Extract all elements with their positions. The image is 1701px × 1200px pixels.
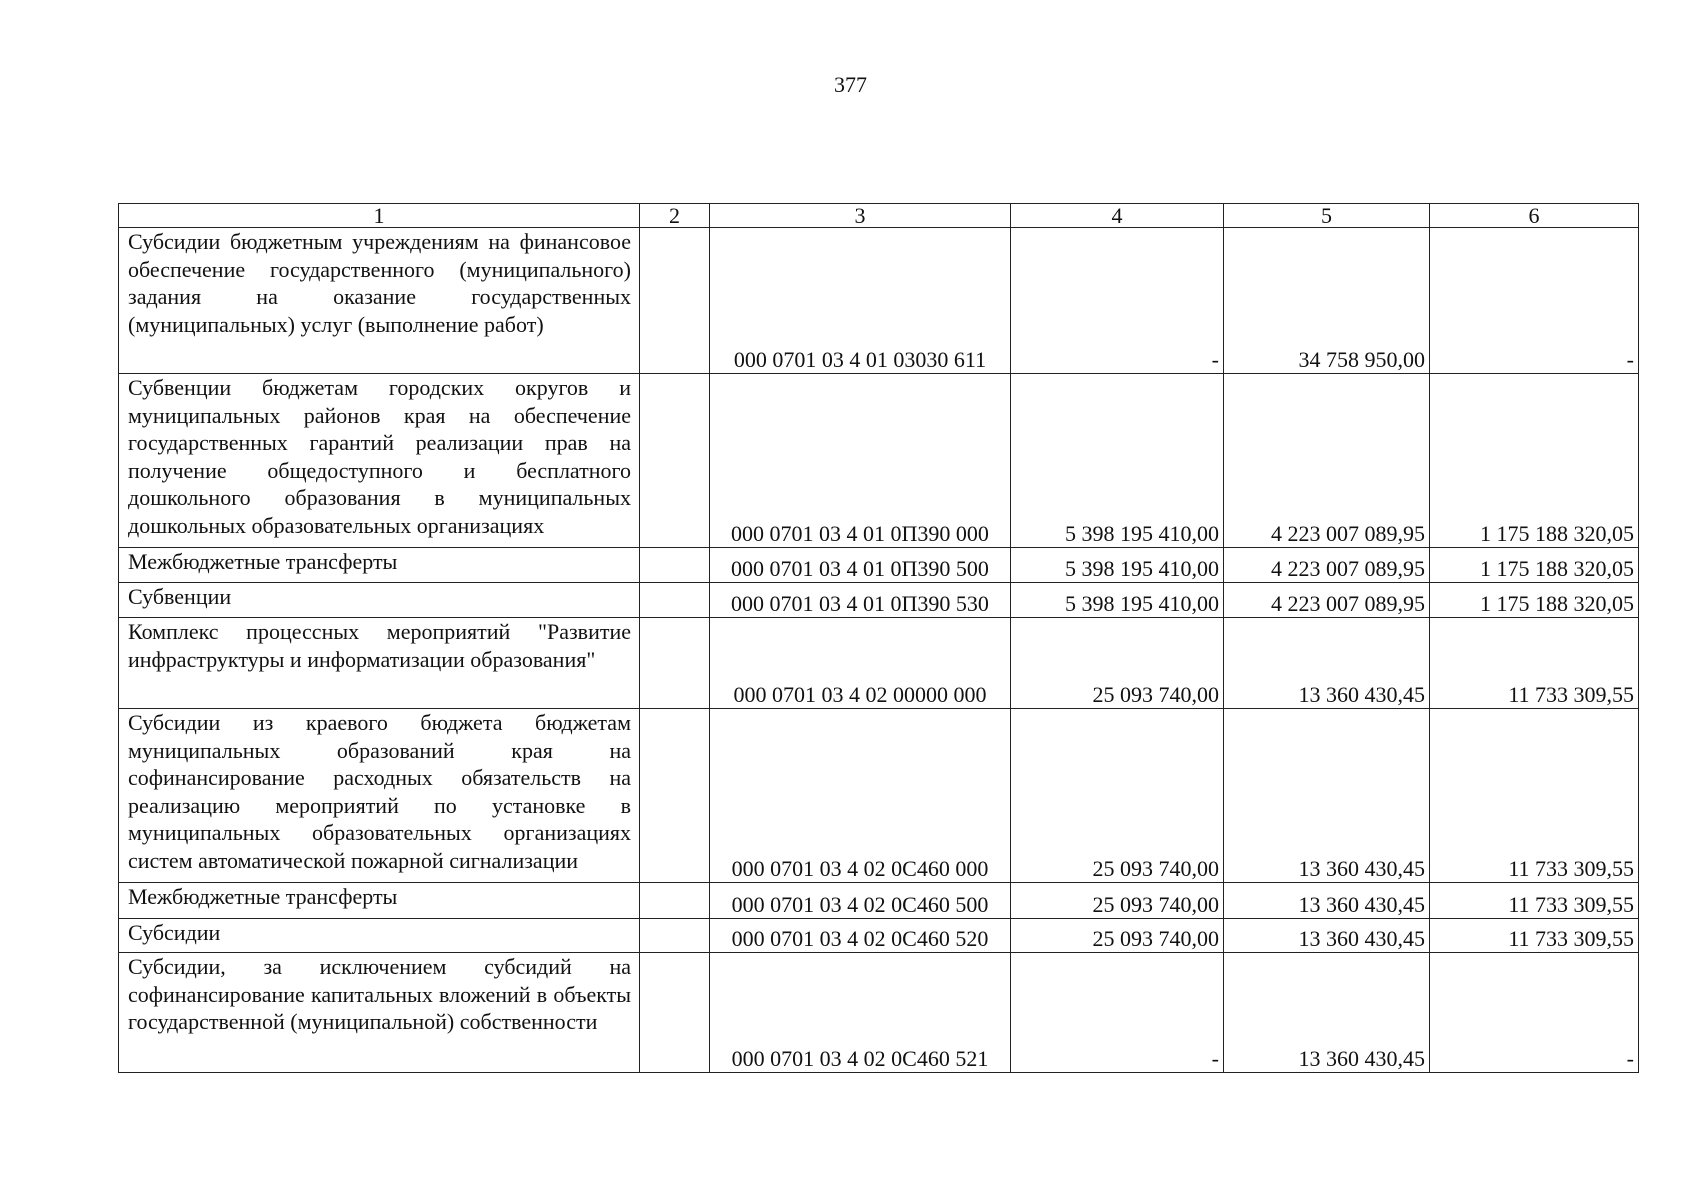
row-name-cell: Субсидии бюджетным учреждениям на финансовое обеспечение государственного (муниципального) задания на оказание государственных (муниципальных) услуг (выполнение работ)	[119, 228, 640, 374]
code-cell: 000 0701 03 4 01 0П390 000	[710, 374, 1011, 548]
value-cell: 4 223 007 089,95	[1224, 548, 1430, 583]
code-cell: 000 0701 03 4 02 0С460 500	[710, 883, 1011, 919]
column-header: 1	[119, 204, 640, 228]
code-cell: 000 0701 03 4 01 0П390 530	[710, 583, 1011, 618]
table-row	[119, 228, 1639, 374]
value-cell: 11 733 309,55	[1430, 919, 1639, 953]
page-number: 377	[834, 72, 867, 97]
value-cell: 5 398 195 410,00	[1011, 583, 1224, 618]
value-cell: 13 360 430,45	[1224, 709, 1430, 883]
value-cell: 13 360 430,45	[1224, 618, 1430, 709]
row-name-cell: Субсидии из краевого бюджета бюджетам муниципальных образований края на софинансирование расходных обязательств на реализацию мероприятий по установке в муниципальных образовательных организациях систем автоматической пожарной сигнализации	[119, 709, 640, 883]
code-cell: 000 0701 03 4 01 03030 611	[710, 228, 1011, 374]
table-row	[119, 374, 1639, 548]
value-cell: 13 360 430,45	[1224, 883, 1430, 919]
table-row	[119, 548, 1639, 583]
row-name-cell: Субвенции	[119, 583, 640, 618]
column-header: 4	[1011, 204, 1224, 228]
code-cell: 000 0701 03 4 02 0С460 521	[710, 953, 1011, 1073]
row-name-cell: Комплекс процессных мероприятий "Развитие инфраструктуры и информатизации образования"	[119, 618, 640, 709]
table-row	[119, 883, 1639, 919]
value-cell: 25 093 740,00	[1011, 709, 1224, 883]
budget-table	[118, 203, 1639, 1073]
value-cell: 1 175 188 320,05	[1430, 548, 1639, 583]
value-cell: 5 398 195 410,00	[1011, 548, 1224, 583]
column-header: 3	[710, 204, 1011, 228]
empty-cell	[640, 228, 710, 374]
value-cell: -	[1011, 953, 1224, 1073]
value-cell: 25 093 740,00	[1011, 883, 1224, 919]
code-cell: 000 0701 03 4 02 0С460 520	[710, 919, 1011, 953]
table-row	[119, 583, 1639, 618]
value-cell: 4 223 007 089,95	[1224, 374, 1430, 548]
header-row	[119, 204, 1639, 228]
value-cell: 11 733 309,55	[1430, 709, 1639, 883]
value-cell: 34 758 950,00	[1224, 228, 1430, 374]
row-name-cell: Межбюджетные трансферты	[119, 548, 640, 583]
row-name-cell: Межбюджетные трансферты	[119, 883, 640, 919]
code-cell: 000 0701 03 4 02 00000 000	[710, 618, 1011, 709]
code-cell: 000 0701 03 4 01 0П390 500	[710, 548, 1011, 583]
row-name-cell: Субсидии	[119, 919, 640, 953]
table-row	[119, 953, 1639, 1073]
empty-cell	[640, 374, 710, 548]
column-header: 6	[1430, 204, 1639, 228]
row-name-cell: Субвенции бюджетам городских округов и муниципальных районов края на обеспечение государственных гарантий реализации прав на получение общедоступного и бесплатного дошкольного образования в муниципальных дошкольных образовательных организациях	[119, 374, 640, 548]
value-cell: -	[1430, 228, 1639, 374]
value-cell: 13 360 430,45	[1224, 953, 1430, 1073]
empty-cell	[640, 953, 710, 1073]
value-cell: 25 093 740,00	[1011, 618, 1224, 709]
column-header: 5	[1224, 204, 1430, 228]
empty-cell	[640, 548, 710, 583]
table-row	[119, 618, 1639, 709]
empty-cell	[640, 919, 710, 953]
empty-cell	[640, 883, 710, 919]
value-cell: 11 733 309,55	[1430, 618, 1639, 709]
empty-cell	[640, 709, 710, 883]
value-cell: 1 175 188 320,05	[1430, 374, 1639, 548]
value-cell: 13 360 430,45	[1224, 919, 1430, 953]
value-cell: 5 398 195 410,00	[1011, 374, 1224, 548]
empty-cell	[640, 618, 710, 709]
empty-cell	[640, 583, 710, 618]
value-cell: 11 733 309,55	[1430, 883, 1639, 919]
column-header: 2	[640, 204, 710, 228]
table-row	[119, 709, 1639, 883]
value-cell: 4 223 007 089,95	[1224, 583, 1430, 618]
value-cell: 1 175 188 320,05	[1430, 583, 1639, 618]
table-row	[119, 919, 1639, 953]
code-cell: 000 0701 03 4 02 0С460 000	[710, 709, 1011, 883]
value-cell: 25 093 740,00	[1011, 919, 1224, 953]
value-cell: -	[1011, 228, 1224, 374]
row-name-cell: Субсидии, за исключением субсидий на софинансирование капитальных вложений в объекты государственной (муниципальной) собственности	[119, 953, 640, 1073]
value-cell: -	[1430, 953, 1639, 1073]
